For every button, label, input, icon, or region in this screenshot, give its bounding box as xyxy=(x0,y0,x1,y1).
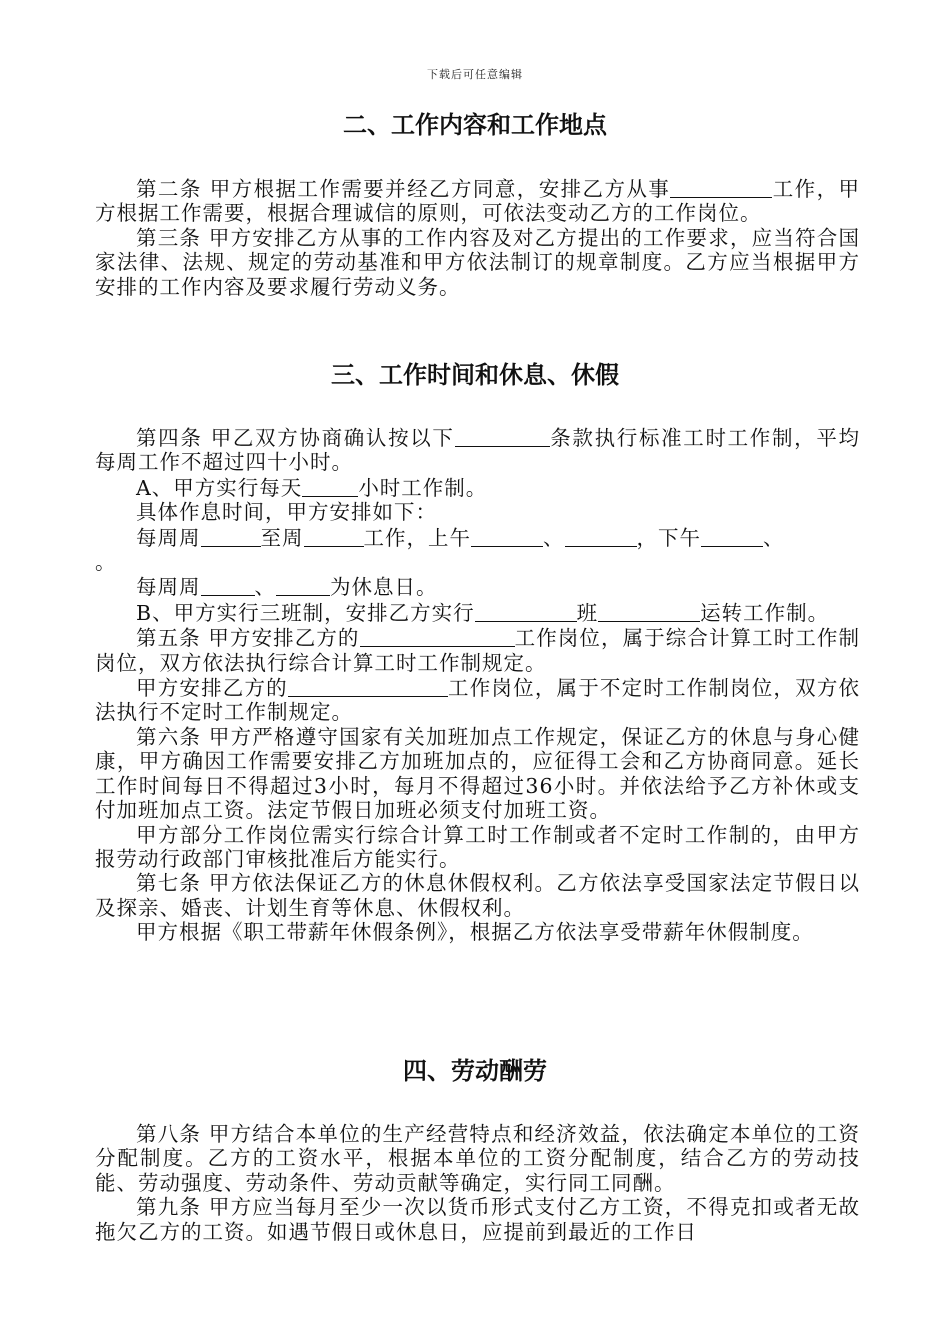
blank-field[interactable] xyxy=(201,574,255,596)
section-body-4 xyxy=(95,1122,860,1244)
section-body-2 xyxy=(95,176,860,299)
blank-field[interactable] xyxy=(276,574,330,596)
article-5: 第五条 甲方安排乙方的 工作岗位，属于综合计算工时工作制岗位，双方依法执行综合计算工时工作制规定。 xyxy=(95,626,860,675)
blank-field[interactable] xyxy=(304,525,364,547)
blank-field[interactable] xyxy=(471,525,543,547)
section-body-3 xyxy=(95,425,860,945)
article-6: 第六条 甲方严格遵守国家有关加班加点工作规定，保证乙方的休息与身心健康，甲方确因工作需要安排乙方加班加点的，应征得工会和乙方协商同意。延长工作时间每日不得超过3小时，每月不得超过36小时。并依法给予乙方补休或支付加班加点工资。法定节假日加班必须支付加班工资。 xyxy=(95,724,860,823)
article-5-b: 甲方安排乙方的 工作岗位，属于不定时工作制岗位，双方依法执行不定时工作制规定。 xyxy=(95,676,861,725)
schedule-line-end: 。 xyxy=(95,550,117,575)
schedule-line: 每周周 至周 工作，上午 、 ，下午 、 xyxy=(136,525,785,550)
blank-field[interactable] xyxy=(565,525,637,547)
option-a: A、甲方实行每天 小时工作制。 xyxy=(136,475,488,500)
page-header: 下载后可任意编辑 xyxy=(427,68,523,81)
blank-field[interactable] xyxy=(288,675,448,697)
article-7-b: 甲方根据《职工带薪年休假条例》，根据乙方依法享受带薪年休假制度。 xyxy=(136,920,814,945)
schedule-intro: 具体作息时间，甲方安排如下： xyxy=(136,500,437,525)
rest-days: 每周周 、 为休息日。 xyxy=(136,575,438,600)
article-9: 第九条 甲方应当每月至少一次以货币形式支付乙方工资，不得克扣或者无故拖欠乙方的工资。如遇节假日或休息日，应提前到最近的工作日 xyxy=(95,1195,860,1244)
blank-field[interactable] xyxy=(598,600,700,622)
article-7: 第七条 甲方依法保证乙方的休息休假权利。乙方依法享受国家法定节假日以及探亲、婚丧、计划生育等休息、休假权利。 xyxy=(95,871,860,920)
article-2: 第二条 甲方根据工作需要并经乙方同意，安排乙方从事 工作，甲方根据工作需要，根据合理诚信的原则，可依法变动乙方的工作岗位。 xyxy=(95,177,861,226)
blank-field[interactable] xyxy=(670,176,772,198)
article-3: 第三条 甲方安排乙方从事的工作内容及对乙方提出的工作要求，应当符合国家法律、法规、规定的劳动基准和甲方依法制订的规章制度。乙方应当根据甲方安排的工作内容及要求履行劳动义务。 xyxy=(95,225,860,299)
blank-field[interactable] xyxy=(201,525,261,547)
option-b: B、甲方实行三班制，安排乙方实行 班 运转工作制。 xyxy=(136,600,830,625)
section-heading-3: 三、工作时间和休息、休假 xyxy=(331,361,619,389)
blank-field[interactable] xyxy=(360,625,515,647)
blank-field[interactable] xyxy=(701,525,763,547)
article-8: 第八条 甲方结合本单位的生产经营特点和经济效益，依法确定本单位的工资分配制度。乙方的工资水平，根据本单位的工资分配制度，结合乙方的劳动技能、劳动强度、劳动条件、劳动贡献等确定，实行同工同酬。 xyxy=(95,1122,860,1195)
article-4: 第四条 甲乙双方协商确认按以下 条款执行标准工时工作制，平均每周工作不超过四十小时。 xyxy=(95,426,860,475)
blank-field[interactable] xyxy=(475,600,577,622)
blank-field[interactable] xyxy=(455,425,550,447)
article-6-b: 甲方部分工作岗位需实行综合计算工时工作制或者不定时工作制的，由甲方报劳动行政部门审核批准后方能实行。 xyxy=(95,822,860,871)
section-heading-4: 四、劳动酬劳 xyxy=(403,1057,547,1085)
section-heading-2: 二、工作内容和工作地点 xyxy=(343,111,607,139)
blank-field[interactable] xyxy=(302,475,358,497)
